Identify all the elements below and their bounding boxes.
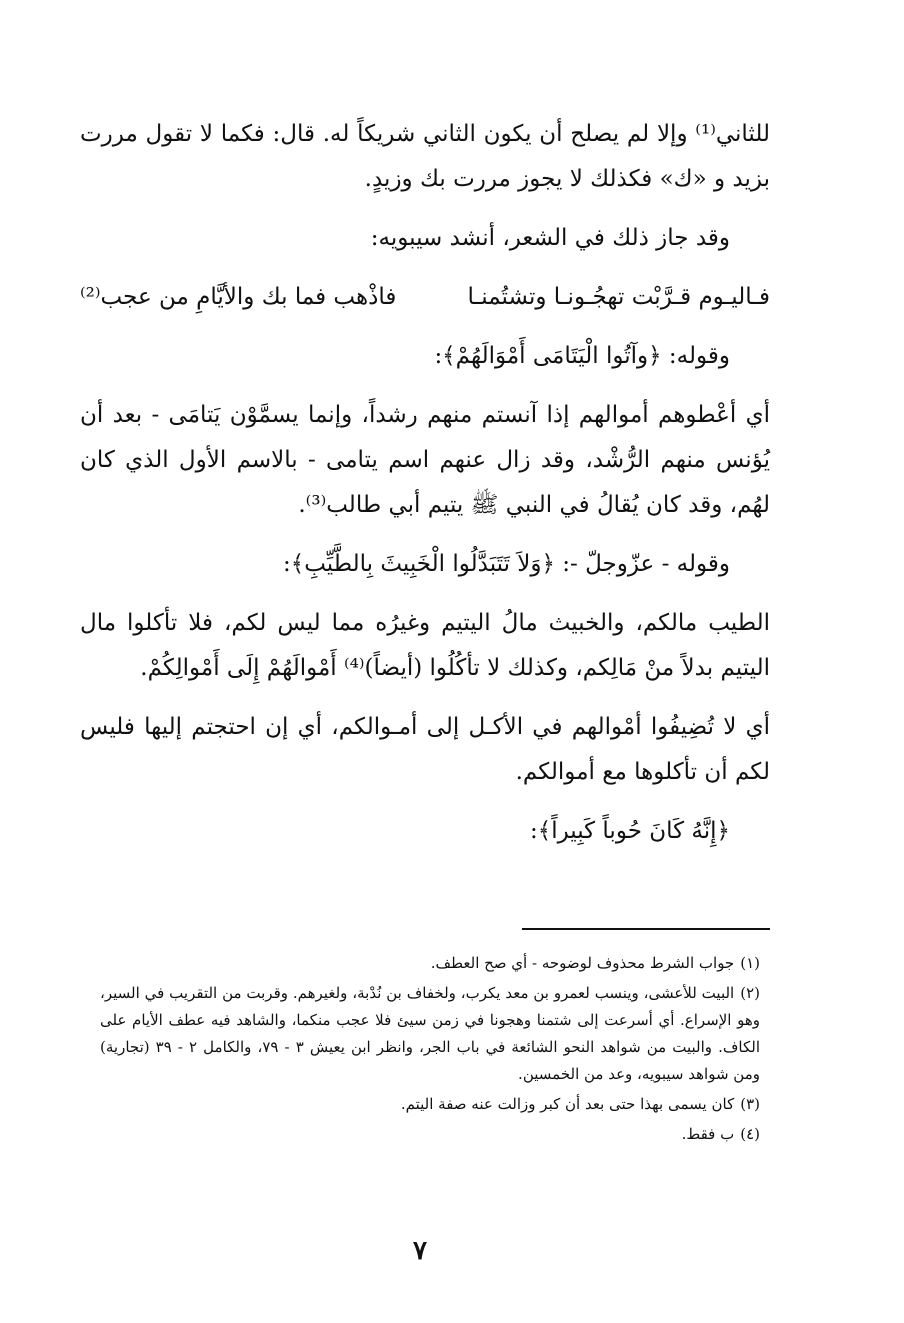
footnote-text: البيت للأعشى، وينسب لعمرو بن معد يكرب، ولخفاف بن نُدْبة، ولغيرهم. وقربت من التقريب في السير، وهو الإسراع. أي أسرعت إلى شتمنا وهجونا في زمن سيئ فلا عجب منكما، والشاهد فيه عطف الأيام على الكاف. والبيت من شواهد النحو الشائعة في باب الجر، وانظر ابن يعيش ٣ - ٧٩، والكامل ٢ - ٣٩ (تجارية) ومن شواهد سيبويه، وعد من الخمسين.	[100, 984, 760, 1083]
footnote-4	[100, 1121, 760, 1148]
footnote-3	[100, 1091, 760, 1118]
poem-verse	[80, 275, 770, 320]
footnote-number: (٣)	[740, 1095, 760, 1113]
footnote-number: (٤)	[740, 1125, 760, 1143]
page-number: ٧	[413, 1236, 427, 1266]
main-text	[80, 112, 770, 868]
footnote-text: جواب الشرط محذوف لوضوحه - أي صح العطف.	[430, 954, 735, 972]
paragraph-4: أي أعْطوهم أموالهم إذا آنستم منهم رشداً، وإنما يسمَّوْن يَتامَى - بعد أن يُؤنس منهم الرُّشْد، وقد زال عنهم اسم يتامى - بالاسم الأول الذي كان لهُم، وقد كان يُقالُ في النبي ﷺ يتيم أبي طالب⁽³⁾.	[80, 402, 770, 518]
verse-second-hemistich: فاذْهب فما بك والأيَّامِ من عجب⁽²⁾	[80, 284, 397, 310]
footnote-number: (٢)	[740, 984, 760, 1002]
footnote-1	[100, 950, 760, 977]
footnote-divider	[522, 928, 770, 930]
verse-first-hemistich: فـاليـوم قـرَّبْت تهجُـونـا وتشتُمنـا	[467, 284, 770, 310]
paragraph-2: وقد جاز ذلك في الشعر، أنشد سيبويه:	[370, 225, 730, 251]
quran-quote-1: وقوله: ﴿وآتُوا الْيَتَامَى أَمْوَالَهُمْ﴾:	[434, 343, 730, 369]
footnote-text: كان يسمى بهذا حتى بعد أن كبر وزالت عنه صفة اليتم.	[400, 1095, 735, 1113]
footnotes	[100, 950, 760, 1151]
paragraph-1: للثاني⁽¹⁾ وإلا لم يصلح أن يكون الثاني شريكاً له. قال: فكما لا تقول مررت بزيد و «ك» فكذلك لا يجوز مررت بك وزيدٍ.	[80, 121, 770, 192]
footnote-2	[100, 980, 760, 1088]
quran-quote-3: ﴿إِنَّهُ كَانَ حُوباً كَبِيراً﴾:	[529, 818, 730, 844]
paragraph-6: الطيب مالكم، والخبيث مالُ اليتيم وغيرُه مما ليس لكم، فلا تأكلوا مال اليتيم بدلاً منْ مَالِكم، وكذلك لا تأكُلُوا (أيضاً)⁽⁴⁾ أَمْوالَهُمْ إِلَى أَمْوالِكُمْ.	[80, 610, 770, 681]
footnote-number: (١)	[740, 954, 760, 972]
footnote-text: ب فقط.	[681, 1125, 735, 1143]
quran-quote-2: وقوله - عزّوجلّ -: ﴿وَلاَ تَتَبَدَّلُوا الْخَبِيثَ بِالطَّيِّبِ﴾:	[282, 551, 730, 577]
paragraph-7: أي لا تُضِيفُوا أمْوالهم في الأكـل إلى أمـوالكم، أي إن احتجتم إليها فليس لكم أن تأكلوها مع أموالكم.	[80, 714, 770, 785]
